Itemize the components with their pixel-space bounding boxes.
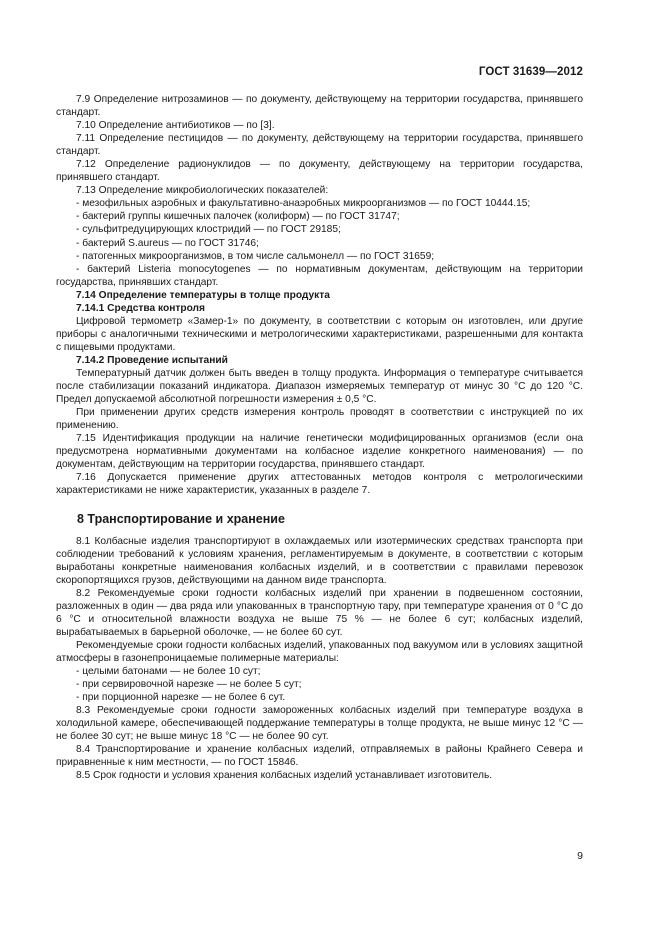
- page-number: 9: [577, 850, 583, 862]
- subsection-7-14-heading: 7.14 Определение температуры в толще продукта: [76, 289, 330, 301]
- paragraph-7-11: 7.11 Определение пестицидов — по документу, действующему на территории государства, принявшего стандарт.: [56, 133, 583, 158]
- document-code: ГОСТ 31639—2012: [478, 66, 583, 78]
- paragraph-8-5: 8.5 Срок годности и условия хранения колбасных изделий устанавливает изготовитель.: [76, 770, 493, 782]
- paragraph-8-1: 8.1 Колбасные изделия транспортируют в охлаждаемых или изотермических средствах транспорта при соблюдении требований к условиям хранения, регламентируемым в документе, в соответствии с которым выработаны конкретные наименования колбасных изделий, и в соответствии с правилами перевозок скоропортящихся грузов, действующими на данном виде транспорта.: [56, 535, 583, 586]
- list-item: - бактерий Listeria monocytogenes — по нормативным документам, действующим на территории государства, принявших стандарт.: [56, 263, 583, 288]
- list-item: - целыми батонами — не более 10 сут;: [76, 665, 261, 677]
- list-item: - при порционной нарезке — не более 6 сут.: [76, 692, 286, 704]
- paragraph-8-2-vacuum: Рекомендуемые сроки годности колбасных изделий, упакованных под вакуумом или в условиях защитной атмосферы в газонепроницаемые полимерные материалы:: [56, 639, 583, 664]
- paragraph-8-3: 8.3 Рекомендуемые сроки годности замороженных колбасных изделий при температуре воздуха в холодильной камере, обеспечивающей поддержание температуры в толще продукта, не выше минус 12 °С — не более 30 сут; не выше минус 18 °С — не более 90 сут.: [56, 705, 583, 743]
- paragraph-8-4: 8.4 Транспортирование и хранение колбасных изделий, отправляемых в районы Крайнего Севера и приравненные к ним местности, — по ГОСТ 15846.: [56, 744, 583, 769]
- list-item: - бактерий S.aureus — по ГОСТ 31746;: [76, 237, 259, 249]
- paragraph-7-14-2-note: При применении других средств измерения контроль проводят в соответствии с инструкцией по их применению.: [56, 407, 583, 432]
- paragraph-7-14-2: Температурный датчик должен быть введен в толщу продукта. Информация о температуре считывается после стабилизации показаний индикатора. Диапазон измеряемых температур от минус 30 °С до 120 °С. Предел допускаемой абсолютной погрешности измерения ± 0,5 °С.: [56, 367, 583, 406]
- subsection-7-14-2-heading: 7.14.2 Проведение испытаний: [76, 354, 228, 366]
- list-item: - патогенных микроорганизмов, в том числе сальмонелл — по ГОСТ 31659;: [76, 250, 435, 262]
- paragraph-7-14-1: Цифровой термометр «Замер-1» по документу, в соответствии с которым он изготовлен, или другие приборы с аналогичными техническими и метрологическими характеристиками, разрешенными для контакта с пищевыми продуктами.: [56, 315, 583, 353]
- page-content: [56, 93, 583, 782]
- paragraph-8-2: 8.2 Рекомендуемые сроки годности колбасных изделий при хранении в подвешенном состоянии, разложенных в один — два ряда или упакованных в транспортную тару, при температуре хранения от 0 °С до 6 °С и относительной влажности воздуха не выше 75 % — не более 6 сут; колбасных изделий, вырабатываемых в барьерной оболочке, — не более 60 сут.: [56, 587, 583, 638]
- paragraph-7-12: 7.12 Определение радионуклидов — по документу, действующему на территории государства, принявшего стандарт.: [56, 159, 583, 184]
- paragraph-7-9: 7.9 Определение нитрозаминов — по документу, действующему на территории государства, принявшего стандарт.: [56, 94, 583, 119]
- subsection-7-14-1-heading: 7.14.1 Средства контроля: [76, 302, 205, 314]
- list-item: - сульфитредуцирующих клостридий — по ГОСТ 29185;: [76, 224, 341, 236]
- list-item: - бактерий группы кишечных палочек (колиформ) — по ГОСТ 31747;: [76, 211, 400, 223]
- paragraph-7-15: 7.15 Идентификация продукции на наличие генетически модифицированных организмов (если она предусмотрена нормативными документами на колбасное изделие конкретного наименования) — по документам, действующим на территории государства, принявшего стандарт.: [56, 433, 583, 471]
- section-8-title: 8 Транспортирование и хранение: [77, 512, 285, 527]
- paragraph-7-13: 7.13 Определение микробиологических показателей:: [76, 185, 329, 197]
- list-item: - мезофильных аэробных и факультативно-анаэробных микроорганизмов — по ГОСТ 10444.15;: [76, 198, 531, 210]
- paragraph-7-10: 7.10 Определение антибиотиков — по [3].: [76, 120, 275, 132]
- paragraph-7-16: 7.16 Допускается применение других аттестованных методов контроля с метрологическими характеристиками не ниже характеристик, указанных в разделе 7.: [56, 472, 583, 497]
- list-item: - при сервировочной нарезке — не более 5 сут;: [76, 679, 302, 691]
